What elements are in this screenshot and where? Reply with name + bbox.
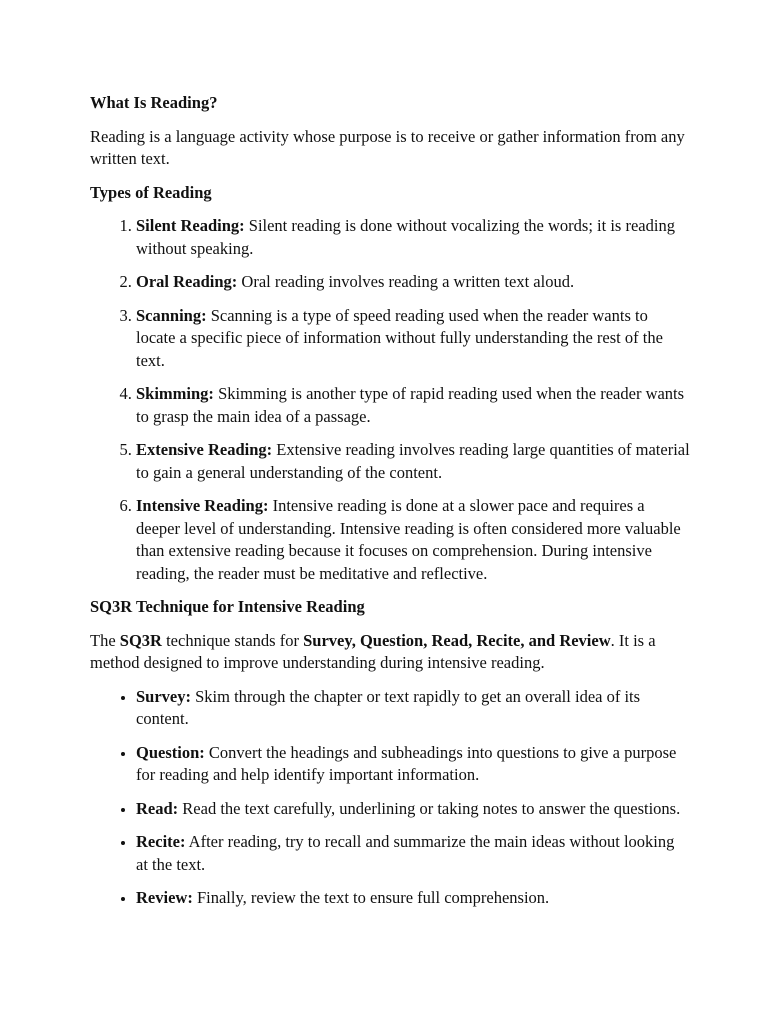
types-list [90, 215, 690, 585]
sq3r-intro-text: . It is a method designed to improve understanding during intensive reading. [90, 630, 656, 672]
list-item-scanning [136, 305, 690, 373]
sq3r-intro-text: technique stands for [161, 630, 304, 650]
term-label: Scanning: [136, 305, 207, 325]
term-description: Finally, review the text to ensure full comprehension. [192, 888, 550, 907]
term-label: Read: [136, 798, 179, 818]
heading-types-of-reading: Types of Reading [90, 182, 212, 202]
term-description: Intensive reading is done at a slower pace and requires a deeper level of understanding. Intensive reading is often considered more valuable than extensive reading because it focuses on comprehension. During intensive reading, the reader must be meditative and reflective. [136, 496, 681, 583]
term-label: Intensive Reading: [136, 496, 269, 515]
document-page [90, 92, 690, 921]
term-description: Silent reading is done without vocalizing the words; it is reading without speaking. [136, 216, 675, 258]
term-label: Review: [136, 888, 193, 907]
term-label: Silent Reading: [136, 216, 245, 235]
term-label: Oral Reading: [136, 272, 238, 291]
sq3r-intro-paragraph [90, 630, 690, 675]
list-item-intensive-reading [136, 495, 690, 585]
term-description: Convert the headings and subheadings into questions to give a purpose for reading and help identify important information. [136, 742, 677, 784]
term-description: Oral reading involves reading a written text aloud. [237, 272, 575, 291]
term-description: Read the text carefully, underlining or taking notes to answer the questions. [178, 798, 681, 818]
term-description: Extensive reading involves reading large quantities of material to gain a general understanding of the content. [136, 440, 690, 482]
term-description: Skim through the chapter or text rapidly to get an overall idea of its content. [136, 686, 641, 728]
term-label: Extensive Reading: [136, 440, 273, 459]
term-description: Scanning is a type of speed reading used when the reader wants to locate a specific piece of information without fully understanding the rest of the text. [136, 305, 663, 370]
list-item-survey [136, 686, 690, 731]
intro-paragraph: Reading is a language activity whose purpose is to receive or gather information from any written text. [90, 126, 685, 168]
list-item-skimming [136, 383, 690, 428]
list-item-silent-reading [136, 215, 690, 260]
list-item-recite [136, 831, 690, 876]
sq3r-steps-list [90, 686, 690, 910]
term-label: Survey: [136, 686, 191, 706]
sq3r-acronym: SQ3R [119, 630, 162, 650]
term-label: Question: [136, 742, 205, 762]
sq3r-steps-summary: Survey, Question, Read, Recite, and Review [303, 630, 611, 650]
heading-what-is-reading: What Is Reading? [90, 93, 218, 112]
term-description: After reading, try to recall and summarize the main ideas without looking at the text. [136, 832, 675, 874]
list-item-oral-reading [136, 271, 690, 294]
term-description: Skimming is another type of rapid reading used when the reader wants to grasp the main idea of a passage. [136, 384, 685, 426]
list-item-extensive-reading [136, 439, 690, 484]
sq3r-intro-text: The [90, 630, 120, 650]
list-item-review [136, 887, 690, 910]
list-item-read [136, 798, 690, 821]
list-item-question [136, 742, 690, 787]
heading-sq3r-technique: SQ3R Technique for Intensive Reading [90, 597, 365, 616]
term-label: Recite: [136, 832, 186, 851]
term-label: Skimming: [136, 384, 214, 403]
